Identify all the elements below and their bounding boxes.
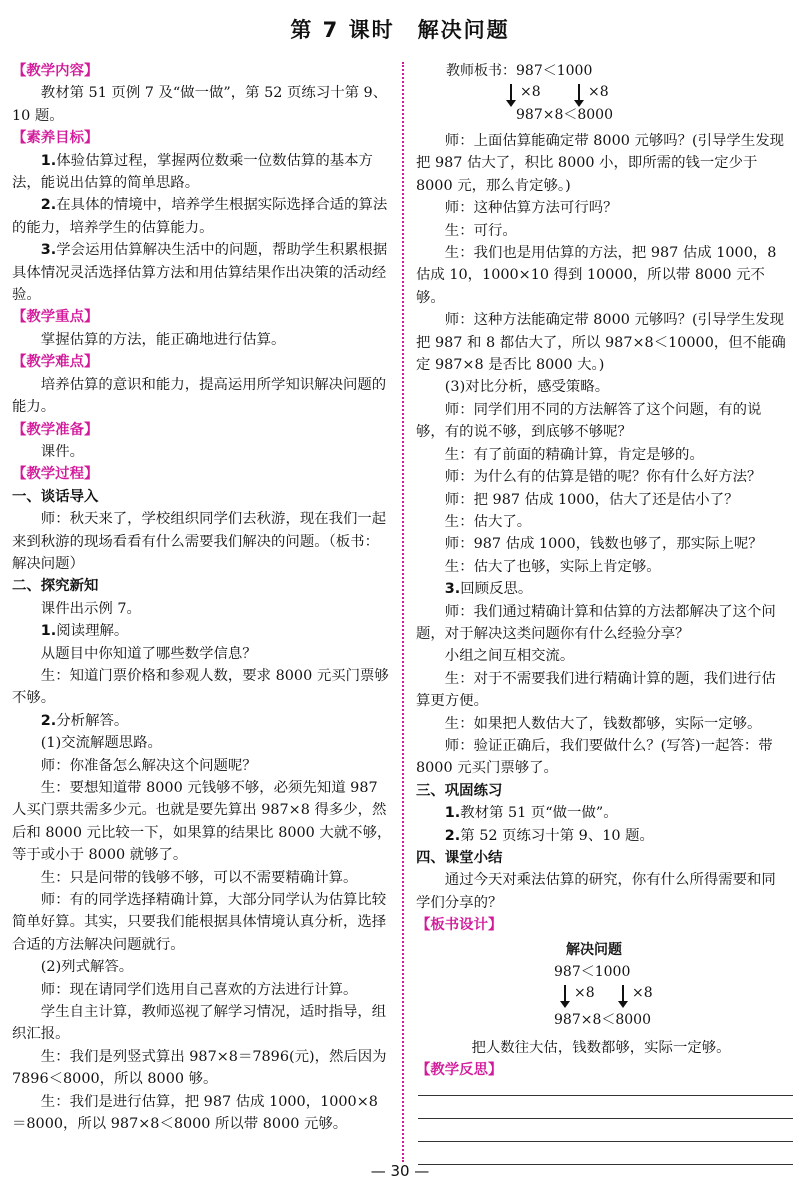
paragraph: 生：估大了。 xyxy=(444,513,532,530)
section-heading: 【教学准备】 xyxy=(12,421,99,438)
paragraph: (1)交流解题思路。 xyxy=(40,735,162,752)
board-calculation xyxy=(416,60,786,130)
subsection-heading: 三、巩固练习 xyxy=(416,782,503,799)
paragraph: 培养估算的意识和能力，提高运用所学知识解决问题的能力。 xyxy=(12,376,387,416)
list-text: 阅读理解。 xyxy=(56,623,129,640)
paragraph: (2)列式解答。 xyxy=(40,959,134,976)
paragraph: 课件出示例 7。 xyxy=(40,600,141,617)
paragraph: 教材第 51 页例 7 及“做一做”，第 52 页练习十第 9、10 题。 xyxy=(12,85,388,124)
paragraph: 师：上面估算能确定带 8000 元够吗？(引导学生发现把 987 估大了，积比 8000 小，即所需的钱一定少于 8000 元，那么肯定够。) xyxy=(416,133,784,194)
paragraph xyxy=(416,825,786,847)
paragraph: 生：我们也是用估算的方法，把 987 估成 1000，8 估成 10，1000×10 得到 10000，所以带 8000 元不够。 xyxy=(416,245,777,306)
writing-line[interactable] xyxy=(418,1141,793,1142)
section-heading: 【素养目标】 xyxy=(12,130,99,147)
section-heading: 【板书设计】 xyxy=(416,917,503,934)
paragraph: 学生自主计算，教师巡视了解学习情况，适时指导，组织汇报。 xyxy=(12,1004,387,1043)
paragraph: 师：这种估算方法可行吗？ xyxy=(444,200,618,217)
list-text: 学会运用估算解决生活中的问题，帮助学生积累根据具体情况灵活选择估算方法和用估算结果作出决策的活动经验。 xyxy=(12,242,388,304)
paragraph xyxy=(12,620,392,642)
paragraph: 生：估大了也够，实际上肯定够。 xyxy=(444,558,661,575)
board-inequality: 教师板书：987＜1000 xyxy=(446,63,593,79)
section-heading: 【教学内容】 xyxy=(12,63,99,79)
paragraph: 师：把 987 估成 1000，估大了还是估小了？ xyxy=(444,491,739,508)
subsection-heading: 一、谈话导入 xyxy=(12,488,99,505)
times-label: ×8 xyxy=(632,984,653,1001)
down-arrow-icon xyxy=(564,985,566,1005)
paragraph: 生：我们是列竖式算出 987×8＝7896(元)，然后因为 7896＜8000，所以 8000 够。 xyxy=(12,1048,387,1088)
paragraph xyxy=(12,194,392,239)
paragraph: 生：要想知道带 8000 元钱够不够，必须先知道 987 人买门票共需多少元。也就是要先算出 987×8 得多少，然后和 8000 元比较一下，如果算的结果比 8000 大就不够，等于或小于 8000 就够了。 xyxy=(12,780,392,864)
paragraph: 生：对于不需要我们进行精确计算的题，我们进行估算更方便。 xyxy=(416,670,776,710)
page-title: 第 7 课时 解决问题 xyxy=(290,18,510,42)
paragraph: 通过今天对乘法估算的研究，你有什么所得需要和同学们分享的？ xyxy=(416,872,776,911)
subsection-heading: 二、探究新知 xyxy=(12,578,99,595)
times-label: ×8 xyxy=(588,84,609,100)
paragraph: 师：987 估成 1000，钱数也够了，那实际上呢？ xyxy=(444,536,763,553)
paragraph: 掌握估算的方法，能正确地进行估算。 xyxy=(40,331,286,348)
left-column xyxy=(12,60,392,1136)
paragraph xyxy=(12,150,392,195)
section-heading: 【教学重点】 xyxy=(12,309,99,326)
paragraph xyxy=(12,710,392,732)
down-arrow-icon xyxy=(510,84,512,104)
page-number: — 30 — xyxy=(370,1162,430,1180)
paragraph: 生：知道门票价格和参观人数，要求 8000 元买门票够不够。 xyxy=(12,667,389,707)
paragraph: 师：你准备怎么解决这个问题呢？ xyxy=(40,757,257,774)
list-text: 回顾反思。 xyxy=(460,581,533,598)
times-label: ×8 xyxy=(520,84,541,100)
paragraph: 师：现在请同学们选用自己喜欢的方法进行计算。 xyxy=(40,981,358,998)
column-divider xyxy=(402,62,404,1162)
list-number: 1. xyxy=(40,152,57,169)
paragraph xyxy=(416,578,786,600)
list-number: 2. xyxy=(444,827,461,844)
section-heading: 【教学过程】 xyxy=(12,466,99,483)
paragraph: 师：为什么有的估算是错的呢？你有什么好方法？ xyxy=(444,469,762,486)
list-number: 1. xyxy=(444,805,461,822)
paragraph xyxy=(12,239,392,306)
paragraph: 生：如果把人数估大了，钱数都够，实际一定够。 xyxy=(444,715,762,732)
paragraph: 师：这种方法能确定带 8000 元够吗？(引导学生发现把 987 和 8 都估大了，所以 987×8＜10000，但不能确定 987×8 是否比 8000 大。) xyxy=(416,312,786,374)
paragraph: (3)对比分析，感受策略。 xyxy=(444,379,610,396)
board-result: 987×8＜8000 xyxy=(516,107,613,123)
section-heading: 【教学反思】 xyxy=(416,1062,503,1079)
list-text: 分析解答。 xyxy=(56,712,129,729)
list-number: 1. xyxy=(40,623,57,640)
subsection-heading: 四、课堂小结 xyxy=(416,850,503,866)
paragraph: 从题目中你知道了哪些数学信息？ xyxy=(40,645,257,662)
list-number: 2. xyxy=(40,712,57,729)
paragraph: 生：只是问带的钱够不够，可以不需要精确计算。 xyxy=(40,869,358,886)
paragraph xyxy=(416,802,786,824)
paragraph: 课件。 xyxy=(40,443,84,460)
paragraph: 生：我们是进行估算，把 987 估成 1000，1000×8＝8000，所以 987×8＜8000 所以带 8000 元够。 xyxy=(12,1093,378,1133)
paragraph: 师：有的同学选择精确计算，大部分同学认为估算比较简单好算。其实，只要我们能根据具体情境认真分析，选择合适的方法解决问题就行。 xyxy=(12,892,387,953)
paragraph: 师：我们通过精确计算和估算的方法都解决了这个问题，对于解决这类问题你有什么经验分享？ xyxy=(416,603,776,642)
right-column xyxy=(416,60,786,1187)
paragraph: 师：秋天来了，学校组织同学们去秋游，现在我们一起来到秋游的现场看看有什么需要我们解决的问题。（板书：解决问题） xyxy=(12,511,387,572)
down-arrow-icon xyxy=(578,84,580,104)
writing-line[interactable] xyxy=(418,1095,793,1096)
paragraph: 小组之间互相交流。 xyxy=(444,648,575,665)
board-design-note: 把人数往大估，钱数都够，实际一定够。 xyxy=(471,1039,731,1056)
list-text: 在具体的情境中，培养学生根据实际选择合适的算法的能力，培养学生的估算能力。 xyxy=(12,197,388,236)
times-label: ×8 xyxy=(574,984,595,1001)
board-design-inequality: 987＜1000 xyxy=(554,963,631,980)
board-design-result: 987×8＜8000 xyxy=(554,1011,651,1028)
board-design-title: 解决问题 xyxy=(566,941,622,958)
list-number: 2. xyxy=(40,197,57,214)
paragraph: 师：验证正确后，我们要做什么？(写答)一起答：带 8000 元买门票够了。 xyxy=(416,737,773,777)
list-text: 第 52 页练习十第 9、10 题。 xyxy=(460,827,654,844)
paragraph: 师：同学们用不同的方法解答了这个问题，有的说够，有的说不够，到底够不够呢？ xyxy=(416,401,762,441)
writing-line[interactable] xyxy=(418,1118,793,1119)
list-text: 教材第 51 页“做一做”。 xyxy=(460,805,618,822)
section-heading: 【教学难点】 xyxy=(12,354,99,371)
paragraph: 生：有了前面的精确计算，肯定是够的。 xyxy=(444,446,704,463)
list-text: 体验估算过程，掌握两位数乘一位数估算的基本方法，能说出估算的简单思路。 xyxy=(12,152,373,192)
board-design xyxy=(416,937,786,1037)
list-number: 3. xyxy=(40,242,57,259)
paragraph: 生：可行。 xyxy=(444,222,517,239)
down-arrow-icon xyxy=(622,985,624,1005)
list-number: 3. xyxy=(444,581,461,598)
